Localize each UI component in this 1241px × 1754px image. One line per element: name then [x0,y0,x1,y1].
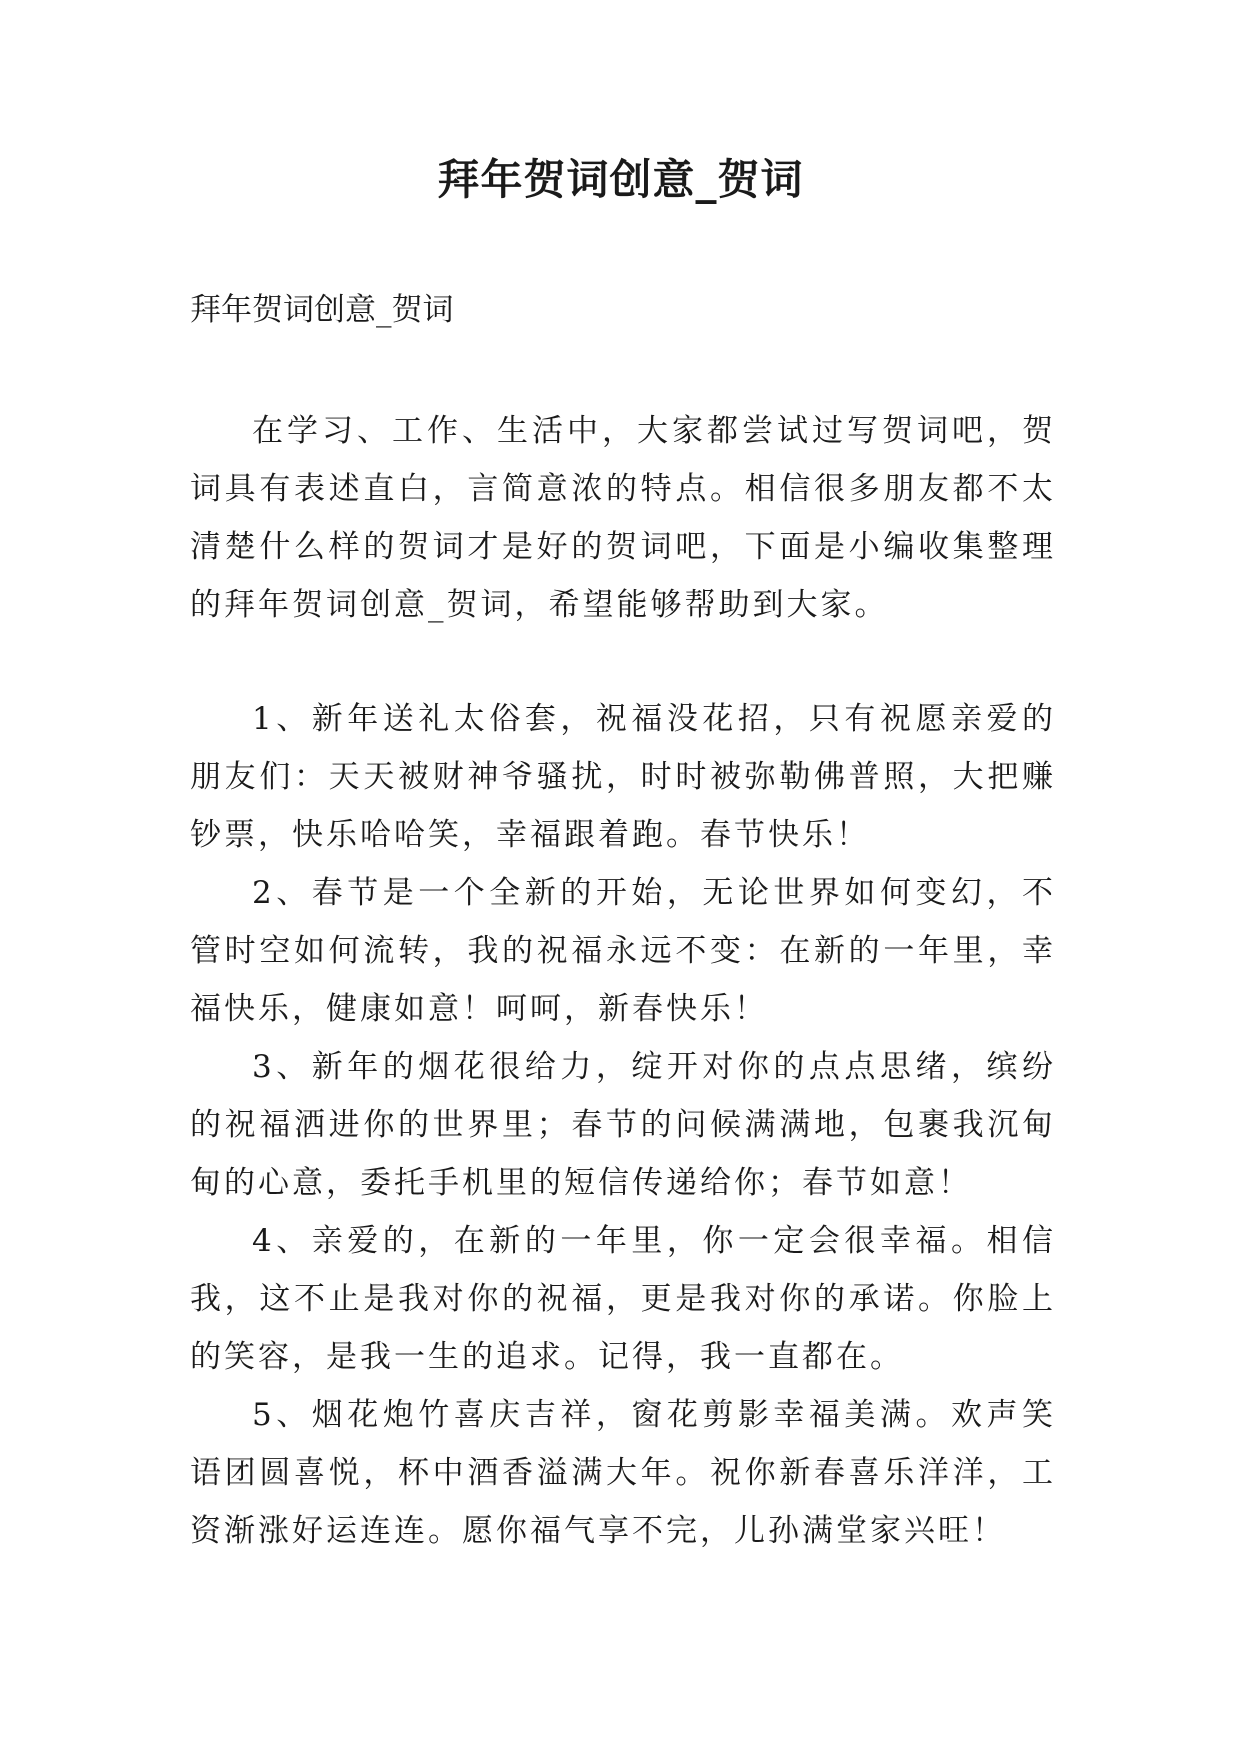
greeting-item-4: 4、亲爱的，在新的一年里，你一定会很幸福。相信我，这不止是我对你的祝福，更是我对你的承诺。你脸上的笑容，是我一生的追求。记得，我一直都在。 [190,1223,1056,1375]
document-title: 拜年贺词创意_贺词 [437,155,804,204]
greeting-item-1: 1、新年送礼太俗套，祝福没花招，只有祝愿亲爱的朋友们：天天被财神爷骚扰，时时被弥勒佛普照，大把赚钞票，快乐哈哈笑，幸福跟着跑。春节快乐！ [190,701,1056,853]
greetings-list [190,690,1056,1560]
greeting-item-3: 3、新年的烟花很给力，绽开对你的点点思绪，缤纷的祝福洒进你的世界里；春节的问候满满地，包裹我沉甸甸的心意，委托手机里的短信传递给你；春节如意！ [190,1049,1056,1201]
document-subtitle: 拜年贺词创意_贺词 [190,292,454,328]
greeting-item-2: 2、春节是一个全新的开始，无论世界如何变幻，不管时空如何流转，我的祝福永远不变：在新的一年里，幸福快乐，健康如意！呵呵，新春快乐！ [190,875,1056,1027]
intro-paragraph: 在学习、工作、生活中，大家都尝试过写贺词吧，贺词具有表述直白，言简意浓的特点。相信很多朋友都不太清楚什么样的贺词才是好的贺词吧，下面是小编收集整理的拜年贺词创意_贺词，希望能够帮助到大家。 [190,413,1056,623]
intro-section [190,402,1056,634]
greeting-item-5: 5、烟花炮竹喜庆吉祥，窗花剪影幸福美满。欢声笑语团圆喜悦，杯中酒香溢满大年。祝你新春喜乐洋洋，工资渐涨好运连连。愿你福气享不完，儿孙满堂家兴旺！ [190,1397,1056,1549]
